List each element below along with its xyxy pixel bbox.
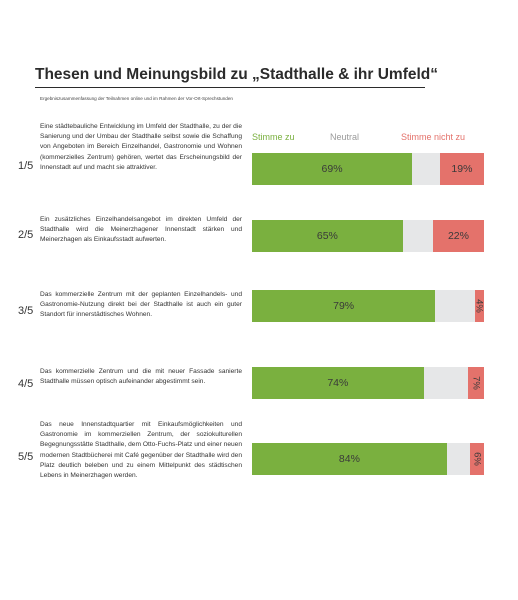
stacked-bar	[252, 290, 484, 322]
bar-segment-agree	[252, 443, 447, 475]
data-label-disagree: 6%	[471, 452, 483, 466]
title-underline	[35, 87, 425, 88]
bar-segment-disagree	[475, 290, 484, 322]
data-label-agree: 84%	[338, 453, 360, 465]
page-subtitle: Ergebniszusammenfassung der Teilnahmen online und im Rahmen der Vor-Ort-Sprechstunden	[40, 96, 233, 101]
statement-text: Eine städtebauliche Entwicklung im Umfeld der Stadthalle, zu der die Sanierung und der Umbau der Stadthalle selbst sowie die Schaffung von Angeboten im Bereich Einzelhandel, Gastronomie und Wohnen (kommerzielles Zentrum) gehören, wertet das Erscheinungsbild der Innenstadt auf und macht sie attraktiver.	[40, 123, 242, 171]
bar-segment-agree	[252, 367, 424, 399]
stacked-bar	[252, 153, 484, 185]
statement-text: Das kommerzielle Zentrum und die mit neuer Fassade sanierte Stadthalle müssen optisch aufeinander abgestimmt sein.	[40, 368, 242, 386]
row-number: 5/5	[18, 451, 34, 463]
bar-segment-agree	[252, 220, 403, 252]
statement-text: Ein zusätzliches Einzelhandelsangebot im direkten Umfeld der Stadthalle wird die Meinerzhagener Innenstadt stärken und Meinerzhagen als Einkaufsstadt aufwerten.	[40, 216, 242, 244]
data-label-disagree: 4%	[473, 299, 485, 313]
statement-text: Das neue Innenstadtquartier mit Einkaufsmöglichkeiten und Gastronomie im kommerziellen Zentrum, der soziokulturellen Begegnungsstätte Stadthalle, dem Otto-Fuchs-Platz und einer neuen modernen Stadtbücherei mit Café gegenüber der Stadthalle wird den Platz deutlich beleben und zu einem Mittelpunkt des städtischen Lebens in Meinerzhagen werden.	[40, 421, 242, 480]
data-label-disagree: 7%	[470, 376, 482, 390]
bar-segment-disagree	[470, 443, 484, 475]
legend-agree: Stimme zu	[252, 132, 295, 142]
bar-segment-disagree	[468, 367, 484, 399]
data-label-agree: 65%	[316, 230, 338, 242]
row-number: 3/5	[18, 305, 34, 317]
legend-disagree: Stimme nicht zu	[401, 132, 466, 142]
stacked-bar	[252, 220, 484, 252]
data-label-disagree: 22%	[447, 230, 469, 242]
row-number: 4/5	[18, 378, 34, 390]
row-number: 1/5	[18, 160, 34, 172]
legend-neutral: Neutral	[330, 132, 360, 142]
page-title: Thesen und Meinungsbild zu „Stadthalle & ihr Umfeld“	[35, 66, 439, 83]
stacked-bar	[252, 367, 484, 399]
data-label-disagree: 19%	[451, 163, 473, 175]
bar-segment-disagree	[433, 220, 484, 252]
bar-segment-agree	[252, 290, 435, 322]
stacked-bar	[252, 443, 484, 475]
bar-segment-disagree	[440, 153, 484, 185]
row-number: 2/5	[18, 229, 34, 241]
data-label-agree: 69%	[321, 163, 343, 175]
data-label-agree: 74%	[327, 377, 349, 389]
bar-segment-agree	[252, 153, 412, 185]
statement-text: Das kommerzielle Zentrum mit der geplanten Einzelhandels- und Gastronomie-Nutzung direkt bei der Stadthalle ist auch ein guter Standort für innerstädtisches Wohnen.	[40, 291, 242, 319]
data-label-agree: 79%	[333, 300, 355, 312]
